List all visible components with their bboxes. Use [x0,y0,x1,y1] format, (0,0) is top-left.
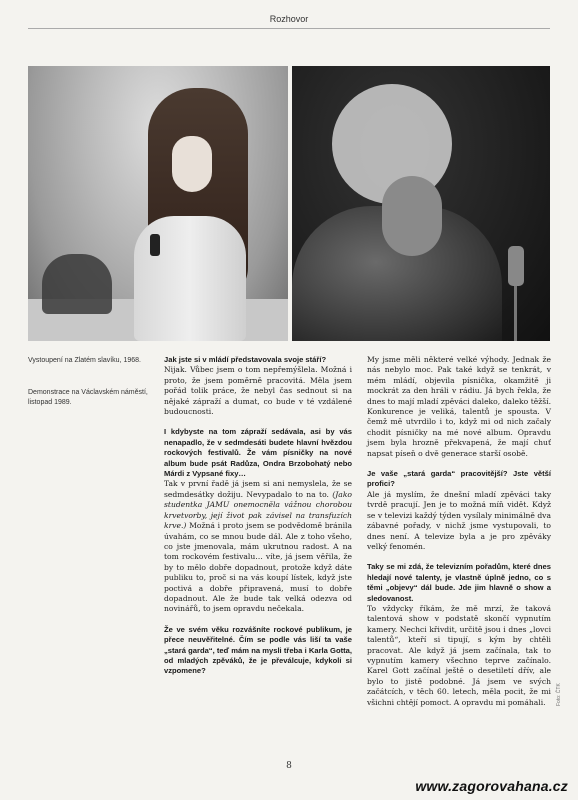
answer-text: Tak v první řadě já jsem si ani nemyslela, že se sedmdesátky dožiju. Nevypadalo to na to. [164,479,352,499]
website-watermark: www.zagorovahana.cz [415,778,568,794]
band-musician [42,254,112,314]
article-column-right [367,355,551,708]
interview-question: Jak jste si v mládí představovala svoje stáří? [164,355,327,364]
header-divider [28,28,550,29]
singer-face [172,136,212,192]
interview-question: Že ve svém věku rozvášníte rockové publikum, je přece neuvěřitelné. Čím se podle vás liší ta vaše „stará garda“, teď mám na mysli třeba i Karla Gotta, od mladých zpěváků, že je převálcuje, kdykoli si vzpomene? [164,624,352,676]
interview-answer: My jsme měli některé velké výhody. Jednak že nás nebylo moc. Pak také když se tenkrát, v mém mládí, objevila písnička, okamžitě ji mockrát za den hráli v rádiu. Já bych řekla, že dnes to mají mladí zpěváci daleko, daleko těžší. Konkurence je veliká, talentů je spousta. V čemž mě utvrdilo i to, když mi od nich začaly chodit písničky na mé nové album. Opravdu jsem byla hrozně překvapená, že mají chuť napsat píseň o dvě generace starší osobě. [367,355,551,458]
interview-question: Je vaše „stará garda“ pracovitější? Jste větší profici? [367,469,551,489]
microphone-icon [508,246,524,286]
section-header: Rozhovor [269,14,309,24]
photo-singer-1968 [28,66,288,341]
interview-answer: Ale já myslím, že dnešní mladí zpěváci taky tvrdě pracují. Jen je to možná míň vidět. Když se v televizi každý týden vysílaly minimálně dva zábavné pořady, v nichž jsme vystupovali, to dnes není. A televize byla a je pro zpěváky velký fenomén. [367,489,551,551]
photo-caption-1: Vystoupení na Zlatém slavíku, 1968. [28,357,141,364]
photo-caption-2: Demonstrace na Václavském náměstí, listopad 1989. [28,389,148,406]
interview-answer: Nijak. Vůbec jsem o tom nepřemýšlela. Možná i proto, že jsem poměrně pracovitá. Měla jsem pořád tolik práce, že nebyl čas sednout si na nějaké zápraží a dumat, co bude v té vzdálené budoucnosti. [164,365,352,417]
answer-text: Možná i proto jsem se podvědomě bránila úvahám, co se mnou bude dál. Ale z toho všeho, co jste jmenovala, mám ukrutnou radost. A na tom rockovém festivalu… víte, já jsem věřila, že by to mělo dobře dopadnout, protože když dáte publiku to, proč si na vás koupí lístek, když jste poctivá a dobře připravená, musí to dobře dopadnout. Ale že bude tak velká odezva od novinářů, to jsem opravdu nečekala. [164,521,352,614]
answer-note: (Jako studentka JAMU onemocněla vážnou chorobou krvetvorby, její život pak závisel na transfuzích krve.) [164,489,352,531]
article-column-middle [164,355,352,677]
interview-answer [164,479,352,614]
photo-credit: Foto: ČTK [556,683,562,706]
page-number: 8 [286,761,292,771]
interview-question: I kdybyste na tom zápraží sedávala, asi by vás nenapadlo, že v sedmdesáti budete hlavní hvězdou rockových festivalů. Že vám písničky na nové album bude psát Radůza, Ondra Brzobohatý nebo Márdi z Vypsané fixy… [164,427,352,479]
photo-demonstration-1989 [292,66,550,341]
microphone-icon [150,234,160,256]
singer-face-shadow [382,176,442,256]
interview-answer: To vždycky říkám, že mě mrzí, že taková talentová show v podstatě skončí vypnutím kamery. Nechci křivdit, určitě jsou i dnes „lovci talentů“, kteří si tipují, s kým by chtěli pracovat. Ale když já jsem začínala, tak to vypnutím kamery všechno teprve začínalo. Karel Gott začínal ještě o desetiletí dřív, ale bylo to jistě podobné. Já jsem ve svých začátcích, v těch 60. letech, měla pocit, že mi všichni chtějí pomoct. A opravdu mi pomáhali. [367,603,551,707]
interview-question: Taky se mi zdá, že televizním pořadům, které dnes hledají nové talenty, je vlastně úplně jedno, co s těmi „objevy“ dál bude. Jde jim hlavně o show a sledovanost. [367,562,551,603]
